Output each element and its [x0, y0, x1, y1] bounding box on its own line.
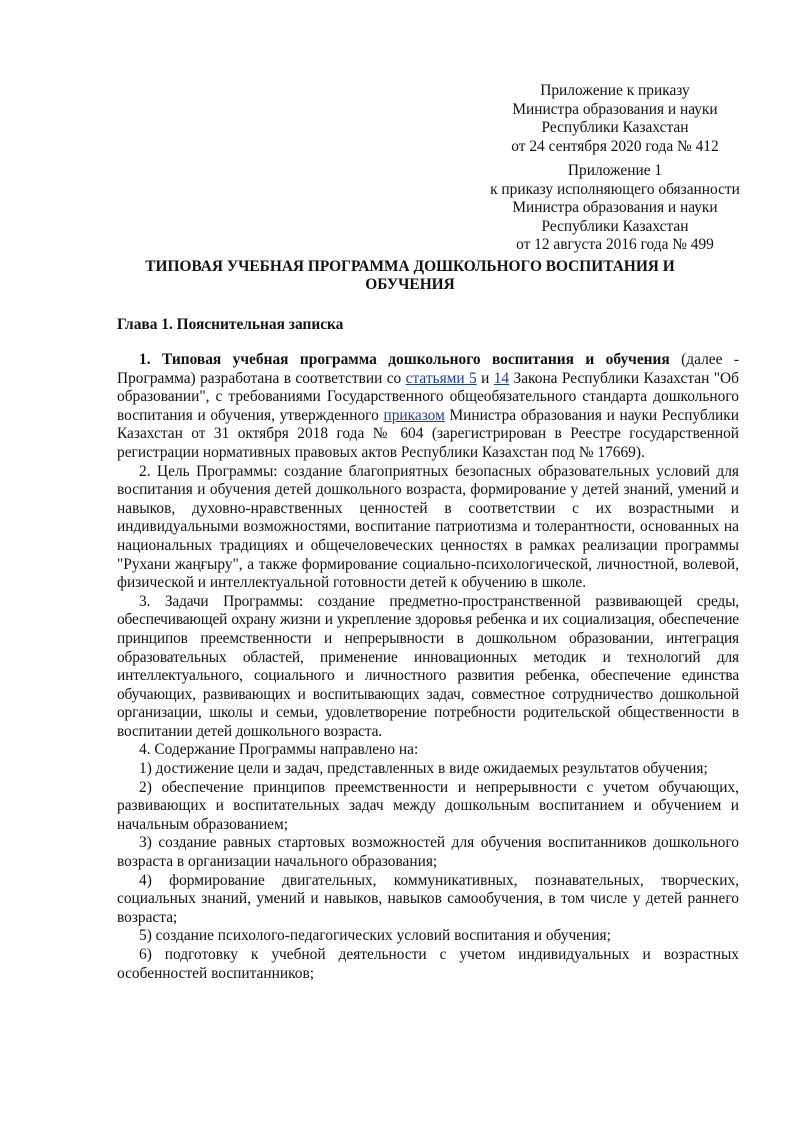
list-item: 3) создание равных стартовых возможностей для обучения воспитанников дошкольного возраста в организации начального образования; — [117, 834, 739, 871]
appendix-1-block — [470, 162, 760, 255]
list-item: 1) достижение цели и задач, представленных в виде ожидаемых результатов обучения; — [139, 760, 708, 778]
appendix-line: к приказу исполняющего обязанности — [490, 180, 740, 198]
paragraph-4: 4. Содержание Программы направлено на: — [139, 741, 419, 759]
paragraph-text: Закона Республики Казахстан "Об образовании", с требованиями Государственного общеобязательного стандарта дошкольного воспитания и обучения, утвержденного — [117, 369, 739, 424]
document-body — [117, 351, 739, 983]
document-title — [100, 258, 720, 295]
paragraph-1 — [117, 351, 739, 463]
paragraph-text: Министра образования и науки Республики Казахстан от 31 октября 2018 года № 604 (зарегистрирован в Реестре государственной регистрации нормативных правовых актов Республики Казахстан под № 17669). — [117, 406, 739, 461]
appendix-line: Республики Казахстан — [541, 119, 689, 137]
title-line: ОБУЧЕНИЯ — [365, 276, 455, 294]
appendix-line: Республики Казахстан — [541, 217, 689, 235]
list-item: 6) подготовку к учебной деятельности с учетом индивидуальных и возрастных особенностей воспитанников; — [117, 946, 739, 982]
appendix-line: Приложение к приказу — [540, 82, 690, 99]
list-item: 5) создание психолого-педагогических условий воспитания и обучения; — [139, 927, 611, 945]
appendix-order-block — [490, 82, 740, 156]
program-name-bold: 1. Типовая учебная программа дошкольного воспитания и обучения — [139, 351, 670, 368]
appendix-line: от 12 августа 2016 года № 499 — [516, 236, 714, 254]
appendix-line: Приложение 1 — [567, 162, 663, 179]
link-article-5[interactable]: статьями 5 — [405, 369, 477, 387]
paragraph-3: 3. Задачи Программы: создание предметно-пространственной развивающей среды, обеспечивающей охрану жизни и укрепление здоровья ребенка и их социализация, обеспечение принципов преемственности и непрерывности в дошкольном образовании, интеграция образовательных областей, применение инновационных методик и технологий для интеллектуального, социального и личностного развития ребенка, обеспечение единства обучающих, развивающих и воспитывающих задач, совместное сотрудничество дошкольной организации, школы и семьи, удовлетворение потребности родительской общественности в воспитании детей дошкольного возраста. — [117, 592, 739, 740]
link-order[interactable]: приказом — [383, 406, 445, 424]
title-line: ТИПОВАЯ УЧЕБНАЯ ПРОГРАММА ДОШКОЛЬНОГО ВОСПИТАНИЯ И — [145, 258, 675, 275]
list-item: 2) обеспечение принципов преемственности и непрерывности с учетом обучающих, развивающих и воспитательных задач между дошкольным воспитанием и обучением и начальным образованием; — [117, 778, 739, 833]
appendix-line: Министра образования и науки — [512, 199, 718, 217]
chapter-heading: Глава 1. Пояснительная записка — [117, 316, 344, 333]
appendix-line: Министра образования и науки — [512, 100, 718, 118]
appendix-line: от 24 сентября 2020 года № 412 — [511, 137, 719, 155]
paragraph-text: (далее - Программа) разработана в соответствии со — [117, 351, 739, 387]
paragraph-2: 2. Цель Программы: создание благоприятных безопасных образовательных условий для воспитания и обучения детей дошкольного возраста, формирование у детей знаний, умений и навыков, духовно-нравственных ценностей в соответствии с их возрастными и индивидуальными возможностями, воспитание патриотизма и толерантности, основанных на национальных традициях и общечеловеческих ценностях в рамках реализации программы "Рухани жаңғыру", а также формирование социально-психологической, личностной, волевой, физической и интеллектуальной готовности детей к обучению в школе. — [117, 462, 739, 592]
link-article-14[interactable]: 14 — [493, 369, 510, 387]
paragraph-text: и — [476, 369, 494, 387]
list-item: 4) формирование двигательных, коммуникативных, познавательных, творческих, социальных знаний, умений и навыков, навыков самообучения, в том числе у детей раннего возраста; — [117, 871, 739, 926]
